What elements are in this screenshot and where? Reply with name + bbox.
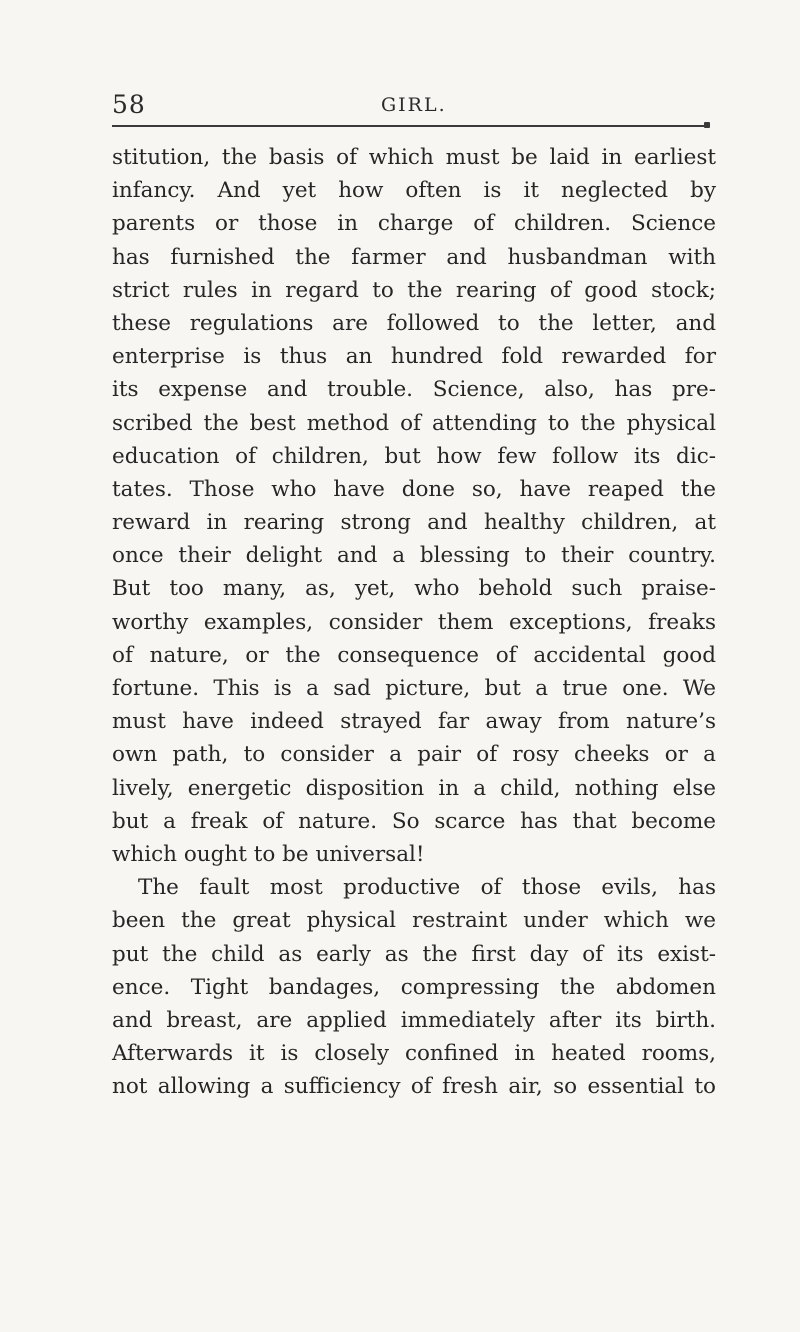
text-line: once their delight and a blessing to their country.	[112, 543, 716, 569]
text-line: must have indeed strayed far away from nature’s	[112, 709, 716, 735]
text-line: Afterwards it is closely confined in heated rooms,	[112, 1041, 716, 1067]
text-line: not allowing a sufficiency of fresh air, so essential to	[112, 1074, 716, 1100]
header-rule	[112, 125, 709, 127]
running-head: GIRL.	[381, 94, 447, 116]
text-line: and breast, are applied immediately after its birth.	[112, 1007, 716, 1033]
text-line: infancy. And yet how often is it neglected by	[112, 178, 716, 204]
page-number: 58	[112, 90, 146, 119]
text-line: parents or those in charge of children. Science	[112, 211, 716, 237]
text-line: worthy examples, consider them exceptions, freaks	[112, 609, 716, 635]
text-line: which ought to be universal!	[112, 841, 425, 867]
text-line: lively, energetic disposition in a child, nothing else	[112, 775, 716, 801]
header-rule-end	[704, 122, 710, 128]
text-line: ence. Tight bandages, compressing the abdomen	[112, 974, 716, 1000]
text-line: strict rules in regard to the rearing of good stock;	[112, 277, 716, 303]
text-line: these regulations are followed to the letter, and	[112, 310, 716, 336]
text-line: own path, to consider a pair of rosy cheeks or a	[112, 742, 716, 768]
text-line: education of children, but how few follow its dic-	[112, 443, 716, 469]
text-line: stitution, the basis of which must be laid in earliest	[112, 145, 716, 170]
text-line: tates. Those who have done so, have reaped the	[112, 476, 716, 502]
text-line: reward in rearing strong and healthy children, at	[112, 510, 716, 536]
text-line: put the child as early as the first day of its exist-	[112, 941, 716, 967]
body-text	[112, 141, 716, 1103]
text-line: scribed the best method of attending to the physical	[112, 410, 716, 436]
text-line: its expense and trouble. Science, also, has pre-	[112, 377, 716, 403]
text-line: enterprise is thus an hundred fold rewarded for	[112, 344, 716, 370]
text-line: but a freak of nature. So scarce has that become	[112, 808, 716, 834]
text-line: fortune. This is a sad picture, but a true one. We	[112, 676, 716, 701]
text-line: has furnished the farmer and husbandman with	[112, 244, 716, 270]
text-line: been the great physical restraint under which we	[112, 908, 716, 934]
text-line: The fault most productive of those evils, has	[138, 875, 716, 901]
page-header	[112, 76, 712, 120]
text-line: of nature, or the consequence of accidental good	[112, 642, 716, 668]
text-line: But too many, as, yet, who behold such praise-	[112, 576, 716, 602]
